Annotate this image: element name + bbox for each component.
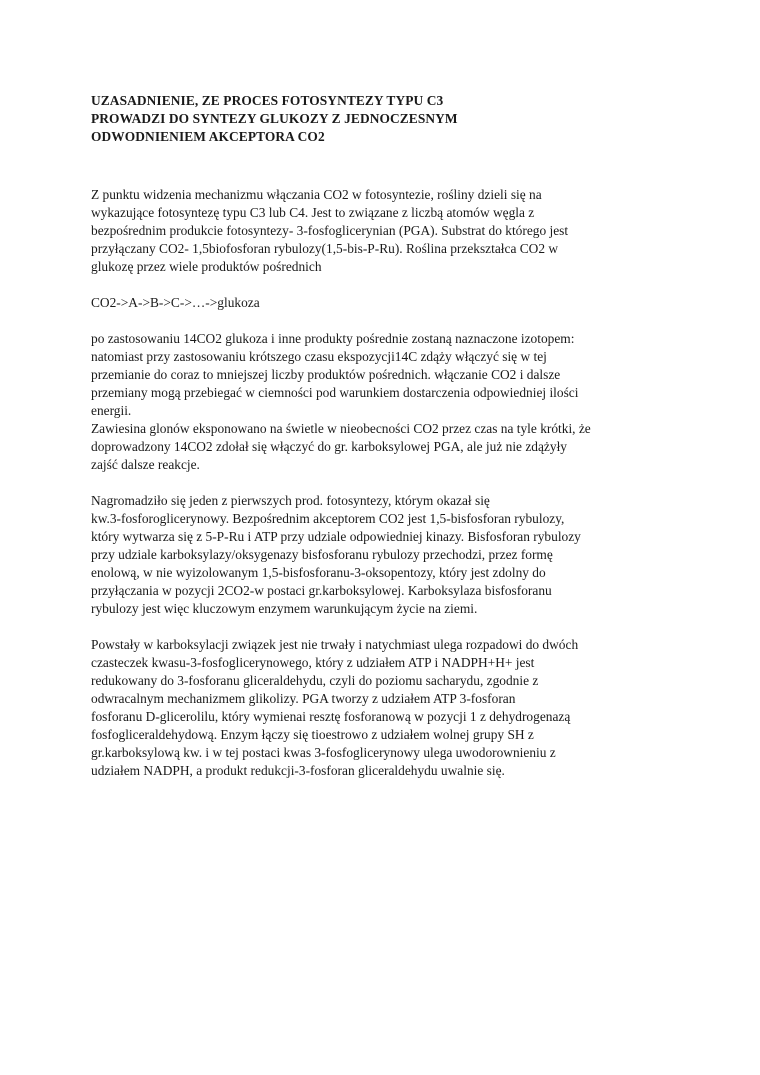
paragraph-acceptor (91, 492, 676, 618)
document-page (91, 92, 676, 798)
paragraph-isotope (91, 330, 676, 474)
text-line: redukowany do 3-fosforanu gliceraldehydu, czyli do poziomu sacharydu, zgodnie z (91, 673, 539, 688)
text-line: odwracalnym mechanizmem glikolizy. PGA tworzy z udziałem ATP 3-fosforan (91, 691, 516, 706)
title-line: ODWODNIENIEM AKCEPTORA CO2 (91, 129, 325, 144)
text-line: Z punktu widzenia mechanizmu włączania CO2 w fotosyntezie, rośliny dzieli się na (91, 187, 542, 202)
text-line: zajść dalsze reakcje. (91, 457, 200, 472)
text-line: przy udziale karboksylazy/oksygenazy bisfosforanu rybulozy przechodzi, przez formę (91, 547, 553, 562)
paragraph-intro (91, 186, 676, 276)
text-line: rybulozy jest więc kluczowym enzymem warunkującym życie na ziemi. (91, 601, 478, 616)
text-line: gr.karboksylową kw. i w tej postaci kwas 3-fosfoglicerynowy ulega uwodorownieniu z (91, 745, 556, 760)
document-title (91, 92, 676, 146)
text-line: fosforanu D-glicerolilu, który wymienai resztę fosforanową w pozycji 1 z dehydrogenazą (91, 709, 571, 724)
text-line: fosfogliceraldehydową. Enzym łączy się tioestrowo z udziałem wolnej grupy SH z (91, 727, 534, 742)
text-line: energii. (91, 403, 132, 418)
title-line: PROWADZI DO SYNTEZY GLUKOZY Z JEDNOCZESNYM (91, 111, 458, 126)
text-line: czasteczek kwasu-3-fosfoglicerynowego, który z udziałem ATP i NADPH+H+ jest (91, 655, 535, 670)
text-line: przemianie do coraz to mniejszej liczby produktów pośrednich. włączanie CO2 i dalsze (91, 367, 561, 382)
text-line: po zastosowaniu 14CO2 glukoza i inne produkty pośrednie zostaną naznaczone izotopem: (91, 331, 575, 346)
text-line: glukozę przez wiele produktów pośrednich (91, 259, 322, 274)
text-line: Powstały w karboksylacji związek jest nie trwały i natychmiast ulega rozpadowi do dwóch (91, 637, 579, 652)
text-line: bezpośrednim produkcie fotosyntezy- 3-fosfoglicerynian (PGA). Substrat do którego jest (91, 223, 569, 238)
text-line: przyłączania w pozycji 2CO2-w postaci gr.karboksylowej. Karboksylaza bisfosforanu (91, 583, 552, 598)
text-line: udziałem NADPH, a produkt redukcji-3-fosforan gliceraldehydu uwalnie się. (91, 763, 505, 778)
text-line: Nagromadziło się jeden z pierwszych prod. fotosyntezy, którym okazał się (91, 493, 490, 508)
title-line: UZASADNIENIE, ZE PROCES FOTOSYNTEZY TYPU C3 (91, 93, 444, 108)
text-line: przemiany mogą przebiegać w ciemności pod warunkiem dostarczenia odpowiedniej ilości (91, 385, 579, 400)
text-line: natomiast przy zastosowaniu krótszego czasu ekspozycji14C zdąży włączyć się w tej (91, 349, 547, 364)
text-line: który wytwarza się z 5-P-Ru i ATP przy udziale odpowiedniej kinazy. Bisfosforan rybulozy (91, 529, 581, 544)
text-line: CO2->A->B->C->…->glukoza (91, 295, 260, 310)
text-line: wykazujące fotosyntezę typu C3 lub C4. Jest to związane z liczbą atomów węgla z (91, 205, 535, 220)
text-line: kw.3-fosforoglicerynowy. Bezpośrednim akceptorem CO2 jest 1,5-bisfosforan rybulozy, (91, 511, 565, 526)
text-line: doprowadzony 14CO2 zdołał się włączyć do gr. karboksylowej PGA, ale już nie zdążyły (91, 439, 567, 454)
paragraph-reduction (91, 636, 676, 780)
text-line: Zawiesina glonów eksponowano na świetle w nieobecności CO2 przez czas na tyle krótki, że (91, 421, 591, 436)
text-line: enolową, w nie wyizolowanym 1,5-bisfosforanu-3-oksopentozy, który jest zdolny do (91, 565, 546, 580)
text-line: przyłączany CO2- 1,5biofosforan rybulozy(1,5-bis-P-Ru). Roślina przekształca CO2 w (91, 241, 559, 256)
paragraph-reaction-scheme (91, 294, 676, 312)
